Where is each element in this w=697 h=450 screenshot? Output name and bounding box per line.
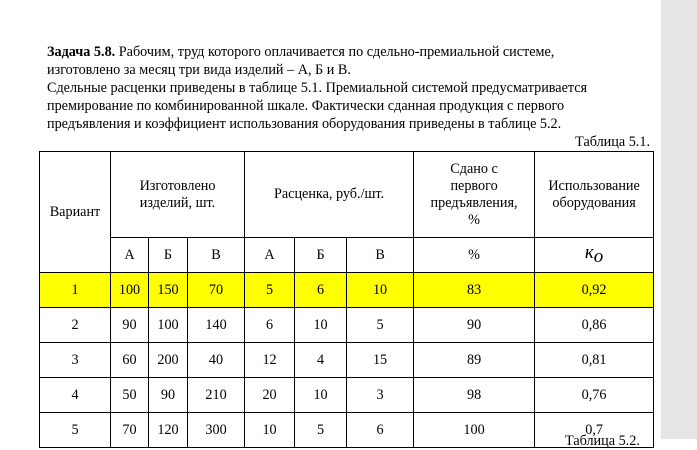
header-delivered-line-4: % [468, 211, 480, 228]
cell-variant: 3 [40, 343, 111, 378]
cell-made-b: 100 [149, 308, 188, 343]
page-margin-strip [661, 0, 697, 439]
cell-rate-v: 10 [347, 273, 414, 308]
cell-delivered: 100 [414, 413, 535, 448]
cell-usage: 0,76 [535, 378, 654, 413]
cell-delivered: 89 [414, 343, 535, 378]
cell-made-a: 100 [111, 273, 149, 308]
table-row [40, 308, 654, 343]
task-text [47, 43, 657, 133]
sub-rate-a: А [245, 238, 295, 273]
task-line-2: изготовлено за месяц три вида изделий – А, Б и В. [47, 62, 351, 78]
sub-ko [535, 238, 654, 273]
cell-rate-a: 6 [245, 308, 295, 343]
sub-made-v: В [188, 238, 245, 273]
cell-made-a: 70 [111, 413, 149, 448]
cell-rate-b: 4 [295, 343, 347, 378]
cell-usage: 0,86 [535, 308, 654, 343]
cell-rate-b: 10 [295, 308, 347, 343]
cell-delivered: 90 [414, 308, 535, 343]
cell-rate-a: 12 [245, 343, 295, 378]
cell-made-a: 90 [111, 308, 149, 343]
cell-made-b: 200 [149, 343, 188, 378]
cell-rate-a: 10 [245, 413, 295, 448]
cell-made-b: 90 [149, 378, 188, 413]
header-made-line-1: Изготовлено [139, 177, 216, 194]
cell-made-v: 70 [188, 273, 245, 308]
task-line-3: Сдельные расценки приведены в таблице 5.1. Премиальной системой предусматривается [47, 80, 588, 96]
table-subheader-row [40, 238, 654, 273]
sub-made-b: Б [149, 238, 188, 273]
table-row [40, 343, 654, 378]
cell-usage: 0,92 [535, 273, 654, 308]
task-title: Задача 5.8. [47, 44, 116, 60]
cell-rate-b: 5 [295, 413, 347, 448]
cell-variant: 1 [40, 273, 111, 308]
cell-variant: 5 [40, 413, 111, 448]
cell-rate-v: 5 [347, 308, 414, 343]
ko-symbol: к [584, 242, 594, 264]
cell-rate-a: 5 [245, 273, 295, 308]
task-line-1: Рабочим, труд которого оплачивается по сдельно-премиальной системе, [115, 44, 555, 60]
cell-delivered: 98 [414, 378, 535, 413]
data-table [39, 151, 654, 448]
cell-made-v: 300 [188, 413, 245, 448]
cell-rate-v: 6 [347, 413, 414, 448]
cell-made-v: 210 [188, 378, 245, 413]
header-delivered-line-2: первого [450, 177, 498, 194]
cell-made-b: 150 [149, 273, 188, 308]
sub-percent: % [414, 238, 535, 273]
ko-subscript: о [593, 245, 604, 267]
table-header-row [40, 152, 654, 238]
cell-variant: 4 [40, 378, 111, 413]
table-row [40, 273, 654, 308]
header-delivered-line-1: Сдано с [450, 160, 498, 177]
task-line-5: предъявления и коэффициент использования оборудования приведены в таблице 5.2. [47, 116, 562, 132]
cell-made-a: 50 [111, 378, 149, 413]
cell-rate-v: 3 [347, 378, 414, 413]
cell-rate-b: 10 [295, 378, 347, 413]
header-usage-line-2: оборудования [552, 194, 636, 211]
header-made [111, 152, 245, 238]
header-rate: Расценка, руб./шт. [245, 152, 414, 238]
table-row [40, 413, 654, 448]
cell-variant: 2 [40, 308, 111, 343]
task-line-4: премирование по комбинированной шкале. Фактически сданная продукция с первого [47, 98, 565, 114]
cell-made-v: 140 [188, 308, 245, 343]
cell-made-v: 40 [188, 343, 245, 378]
cell-usage: 0,81 [535, 343, 654, 378]
header-delivered-line-3: предъявления, [430, 194, 518, 211]
header-usage [535, 152, 654, 238]
table-caption: Таблица 5.1. [575, 134, 650, 150]
cell-rate-v: 15 [347, 343, 414, 378]
cell-delivered: 83 [414, 273, 535, 308]
sub-rate-b: Б [295, 238, 347, 273]
header-usage-line-1: Использование [548, 177, 640, 194]
header-variant: Вариант [40, 152, 111, 273]
header-delivered [414, 152, 535, 238]
cell-rate-b: 6 [295, 273, 347, 308]
sub-rate-v: В [347, 238, 414, 273]
header-made-line-2: изделий, шт. [139, 194, 216, 211]
cell-made-b: 120 [149, 413, 188, 448]
cell-made-a: 60 [111, 343, 149, 378]
next-table-caption: Таблица 5.2. [565, 433, 640, 449]
cell-rate-a: 20 [245, 378, 295, 413]
cell-usage: 0,7 [535, 413, 654, 448]
table-row [40, 378, 654, 413]
sub-made-a: А [111, 238, 149, 273]
